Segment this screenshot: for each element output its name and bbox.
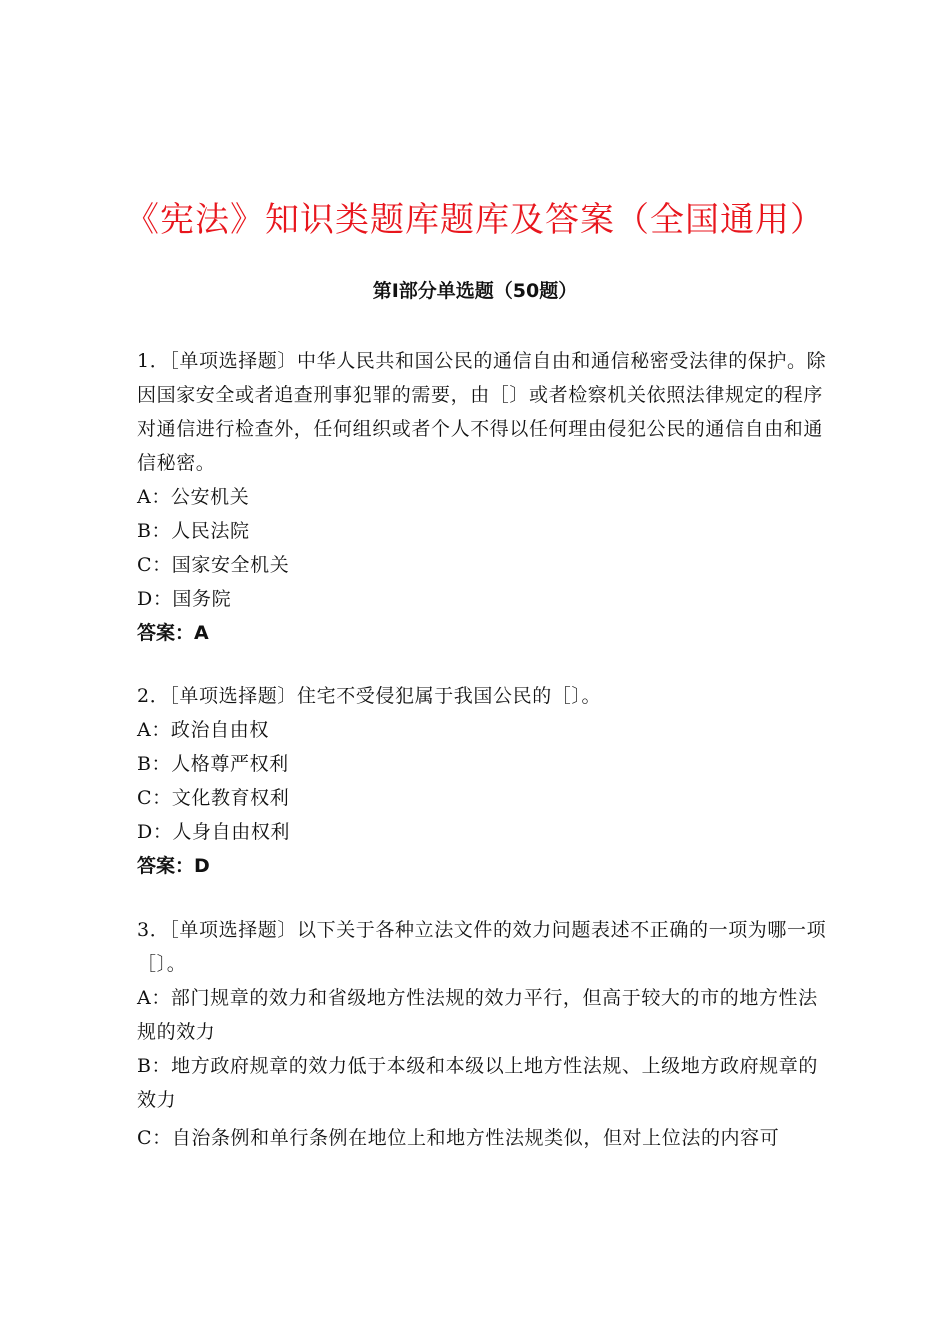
option-b: B：人民法院 [137,520,250,542]
question-2 [137,679,827,883]
section-title: 第Ⅰ部分单选题（50题） [372,280,578,302]
answer: 答案：A [137,622,209,644]
question-text: 3．［单项选择题〕以下关于各种立法文件的效力问题表述不正确的一项为哪一项［〕。 [137,919,827,975]
option-a: A：公安机关 [137,486,250,508]
answer: 答案：D [137,855,210,877]
option-d: D：国务院 [137,588,232,610]
option-d: D：人身自由权利 [137,821,291,843]
question-1 [137,344,827,650]
option-c: C：文化教育权利 [137,787,290,809]
question-text: 2．［单项选择题〕住宅不受侵犯属于我国公民的［〕。 [137,685,602,707]
option-a: A：部门规章的效力和省级地方性法规的效力平行，但高于较大的市的地方性法规的效力 [137,987,818,1043]
option-c: C：自治条例和单行条例在地位上和地方性法规类似，但对上位法的内容可 [137,1127,780,1149]
option-a: A：政治自由权 [137,719,269,741]
option-b: B：地方政府规章的效力低于本级和本级以上地方性法规、上级地方政府规章的效力 [137,1055,818,1111]
option-b: B：人格尊严权利 [137,753,289,775]
option-c: C：国家安全机关 [137,554,290,576]
question-3 [137,913,827,1155]
document-title: 《宪法》知识类题库题库及答案（全国通用） [125,200,825,240]
question-text: 1．［单项选择题〕中华人民共和国公民的通信自由和通信秘密受法律的保护。除因国家安全或者追查刑事犯罪的需要，由［〕或者检察机关依照法律规定的程序对通信进行检查外，任何组织或者个人不得以任何理由侵犯公民的通信自由和通信秘密。 [137,350,827,474]
